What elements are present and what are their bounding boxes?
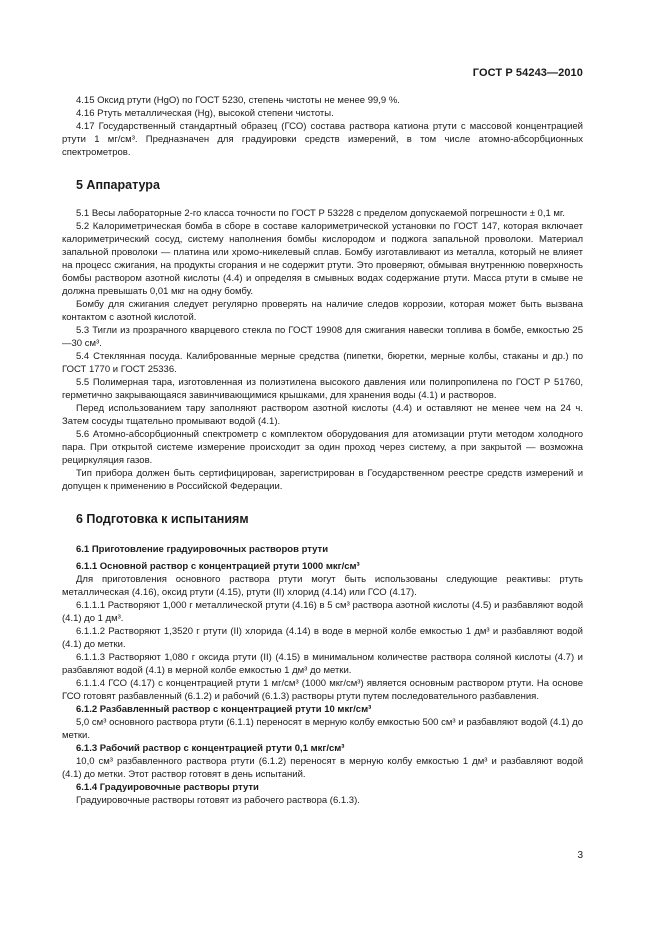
clause-6-1-2-text: 5,0 см³ основного раствора ртути (6.1.1) переносят в мерную колбу емкостью 500 см³ и разбавляют водой (4.1) до метки. — [62, 717, 583, 741]
clause-6-1-3-text: 10,0 см³ разбавленного раствора ртути (6.1.2) переносят в мерную колбу емкостью 1 дм³ и разбавляют водой (4.1) до метки. Этот раствор готовят в день испытаний. — [62, 756, 583, 780]
item-4-17: 4.17 Государственный стандартный образец (ГСО) состава раствора катиона ртути с массовой концентрацией ртути 1 мг/см³. Предназначен для градуировки средств измерений, в том числе атомно-абсорбционных спектрометров. — [62, 121, 583, 158]
section-5-heading: 5 Аппаратура — [76, 178, 160, 192]
clause-6-1-1-2: 6.1.1.2 Растворяют 1,3520 г ртути (II) хлорида (4.14) в воде в мерной колбе емкостью 1 дм³ и разбавляют водой (4.1) до метки. — [62, 626, 583, 650]
clause-5-5: 5.5 Полимерная тара, изготовленная из полиэтилена высокого давления или полипропилена по ГОСТ Р 51760, герметично закрывающаяся завинчивающимися крышками, для хранения воды (4.1) и растворов. — [62, 377, 583, 401]
clause-5-6-note: Тип прибора должен быть сертифицирован, зарегистрирован в Государственном реестре средств измерений и допущен к применению в Российской Федерации. — [62, 468, 583, 492]
clause-6-1-1-intro: Для приготовления основного раствора ртути могут быть использованы следующие реактивы: ртуть металлическая (4.16), оксид ртути (4.15), ртути (II) хлорид (4.14) или ГСО (4.17). — [62, 574, 583, 598]
subsection-6-1-2-heading: 6.1.2 Разбавленный раствор с концентрацией ртути 10 мкг/см³ — [76, 704, 372, 715]
clause-5-4: 5.4 Стеклянная посуда. Калиброванные мерные средства (пипетки, бюретки, мерные колбы, стаканы и др.) по ГОСТ 1770 и ГОСТ 25336. — [62, 351, 583, 375]
subsection-6-1-4-heading: 6.1.4 Градуировочные растворы ртути — [76, 782, 259, 793]
item-4-16: 4.16 Ртуть металлическая (Hg), высокой степени чистоты. — [76, 108, 334, 119]
clause-6-1-1-4: 6.1.1.4 ГСО (4.17) с концентрацией ртути 1 мг/см³ (1000 мкг/см³) является основным раствором ртути. На основе ГСО готовят разбавленный (6.1.2) и рабочий (6.1.3) растворы ртути путем последовательного разбавления. — [62, 678, 583, 702]
clause-5-2: 5.2 Калориметрическая бомба в сборе в составе калориметрической установки по ГОСТ 147, которая включает калориметрический сосуд, систему наполнения бомбы кислородом и поджога запальной проволоки. Материал запальной проволоки — платина или хромо-никелевый сплав. Бомбу изготавливают из металла, который не влияет на процесс сжигания, на продукты сгорания и не содержит ртути. Это проверяют, обмывая внутреннюю поверхность бомбы раствором азотной кислоты (4.4) и определяя в смывных водах содержание ртути. Масса ртути в смыве не должна превышать 0,01 мкг на одну бомбу. — [62, 221, 583, 297]
subsection-6-1-1-heading: 6.1.1 Основной раствор с концентрацией ртути 1000 мкг/см³ — [76, 561, 360, 572]
clause-5-6: 5.6 Атомно-абсорбционный спектрометр с комплектом оборудования для атомизации ртути методом холодного пара. При открытой системе измерение происходит за один проход через систему, а при закрытой — возможна рециркуляция газов. — [62, 429, 583, 466]
subsection-6-1-3-heading: 6.1.3 Рабочий раствор с концентрацией ртути 0,1 мкг/см³ — [76, 743, 345, 754]
document-id-header: ГОСТ Р 54243—2010 — [472, 67, 583, 79]
clause-5-5-note: Перед использованием тару заполняют раствором азотной кислоты (4.4) и оставляют не менее чем на 24 ч. Затем сосуды тщательно промывают водой (4.1). — [62, 403, 583, 427]
clause-5-2-note: Бомбу для сжигания следует регулярно проверять на наличие следов коррозии, которая может быть вызвана контактом с азотной кислотой. — [62, 299, 583, 323]
clause-6-1-4-text: Градуировочные растворы готовят из рабочего раствора (6.1.3). — [76, 795, 360, 806]
clause-5-1: 5.1 Весы лабораторные 2-го класса точности по ГОСТ Р 53228 с пределом допускаемой погрешности ± 0,1 мг. — [76, 208, 565, 219]
item-4-15: 4.15 Оксид ртути (HgO) по ГОСТ 5230, степень чистоты не менее 99,9 %. — [76, 95, 400, 106]
page-content — [62, 94, 583, 807]
subsection-6-1-heading: 6.1 Приготовление градуировочных растворов ртути — [76, 544, 329, 555]
page-number: 3 — [577, 850, 583, 861]
clause-6-1-1-3: 6.1.1.3 Растворяют 1,080 г оксида ртути (II) (4.15) в минимальном количестве раствора соляной кислоты (4.7) и разбавляют водой (4.1) в мерной колбе емкостью 1 дм³ до метки. — [62, 652, 583, 676]
clause-5-3: 5.3 Тигли из прозрачного кварцевого стекла по ГОСТ 19908 для сжигания навески топлива в бомбе, емкостью 25—30 см³. — [62, 325, 583, 349]
clause-6-1-1-1: 6.1.1.1 Растворяют 1,000 г металлической ртути (4.16) в 5 см³ раствора азотной кислоты (4.5) и разбавляют водой (4.1) до 1 дм³. — [62, 600, 583, 624]
section-6-heading: 6 Подготовка к испытаниям — [76, 512, 249, 526]
